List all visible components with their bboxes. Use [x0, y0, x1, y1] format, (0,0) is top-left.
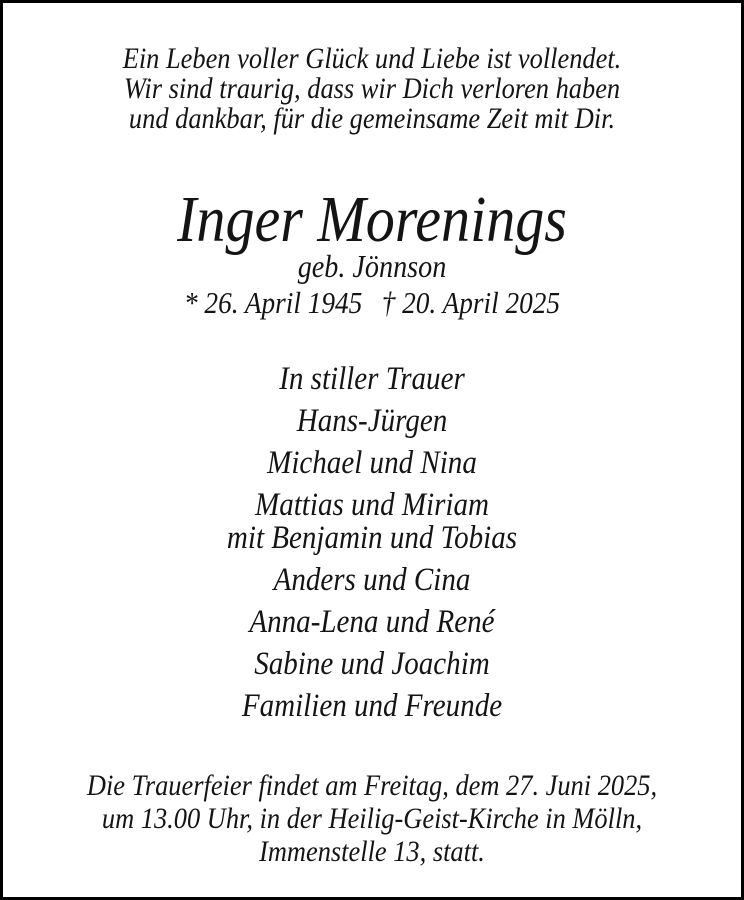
funeral-line: Immenstelle 13, statt.: [259, 835, 485, 868]
epigraph: [47, 44, 696, 134]
mourner-line: Michael und Nina: [267, 445, 477, 481]
mourner-line: Mattias und Miriam: [255, 487, 489, 523]
life-dates: [47, 287, 696, 319]
epigraph-line: und dankbar, für die gemeinsame Zeit mit Dir.: [128, 102, 616, 135]
mourner-line: Hans-Jürgen: [296, 403, 448, 439]
deceased-name: Inger Morenings: [177, 183, 567, 256]
notice-content: [47, 3, 696, 868]
mourner-line: Familien und Freunde: [241, 688, 503, 724]
funeral-line: um 13.00 Uhr, in der Heilig-Geist-Kirche in Mölln,: [101, 802, 643, 835]
funeral-details: [47, 769, 696, 868]
mourning-section: [47, 363, 696, 723]
epigraph-line: Wir sind traurig, dass wir Dich verloren haben: [123, 72, 621, 105]
maiden-name: geb. Jönnson: [297, 248, 447, 284]
mourner-line: Sabine und Joachim: [254, 646, 490, 682]
funeral-line: Die Trauerfeier findet am Freitag, dem 27. Juni 2025,: [86, 769, 658, 802]
death-date: † 20. April 2025: [381, 285, 561, 320]
mourning-intro: In stiller Trauer: [279, 361, 465, 397]
mourner-line: Anna-Lena und René: [249, 604, 495, 640]
birth-date: * 26. April 1945: [183, 285, 363, 320]
epigraph-line: Ein Leben voller Glück und Liebe ist vollendet.: [122, 42, 622, 75]
mourner-line: Anders und Cina: [273, 562, 471, 598]
mourner-line: mit Benjamin und Tobias: [226, 520, 518, 556]
